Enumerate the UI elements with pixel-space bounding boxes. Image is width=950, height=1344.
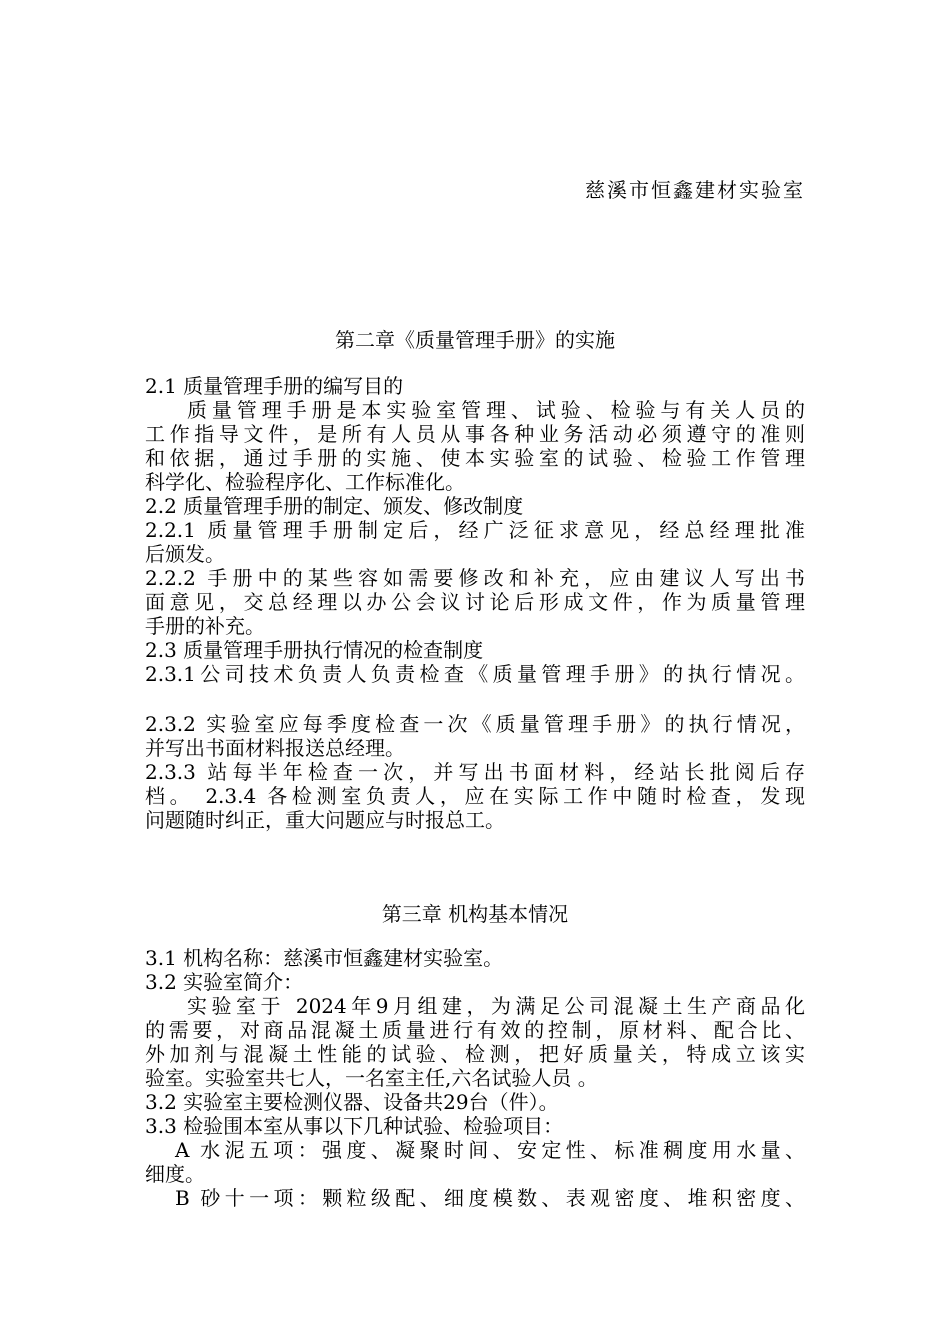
paragraph-line: 2.3.3 站每半年检查一次，并写出书面材料，经站长批阅后存 xyxy=(145,760,805,784)
paragraph-line: 2.3.2 实验室应每季度检查一次《质量管理手册》的执行情况， xyxy=(145,712,805,736)
paragraph-line: 2.2.1 质量管理手册制定后，经广泛征求意见，经总经理批准 xyxy=(145,518,805,542)
paragraph-line: 和依据，通过手册的实施、使本实验室的试验、检验工作管理 xyxy=(145,446,805,470)
section-2-2-heading: 2.2 质量管理手册的制定、颁发、修改制度 xyxy=(145,494,524,518)
section-2-3-heading: 2.3 质量管理手册执行情况的检查制度 xyxy=(145,638,484,662)
paragraph-line: 面意见，交总经理以办公会议讨论后形成文件，作为质量管理 xyxy=(145,590,805,614)
section-3-1-line: 3.1 机构名称：慈溪市恒鑫建材实验室。 xyxy=(145,946,504,970)
paragraph-line: 细度。 xyxy=(145,1162,205,1186)
paragraph-line: 档。 2.3.4 各检测室负责人，应在实际工作中随时检查，发现 xyxy=(145,784,805,808)
paragraph-line: 工作指导文件，是所有人员从事各种业务活动必须遵守的准则 xyxy=(145,422,805,446)
paragraph-line: 实验室于 2024年9月组建，为满足公司混凝土生产商品化 xyxy=(187,994,805,1018)
test-item-sand: B 砂十一项：颗粒级配、细度模数、表观密度、堆积密度、 xyxy=(175,1186,805,1210)
equipment-line: 3.2 实验室主要检测仪器、设备共29台（件）。 xyxy=(145,1090,559,1114)
paragraph-line: 质量管理手册是本实验室管理、试验、检验与有关人员的 xyxy=(187,398,805,422)
paragraph-line: 2.2.2 手册中的某些容如需要修改和补充，应由建议人写出书 xyxy=(145,566,805,590)
paragraph-line: 问题随时纠正，重大问题应与时报总工。 xyxy=(145,808,505,832)
paragraph-line: 手册的补充。 xyxy=(145,614,265,638)
paragraph-line: 后颁发。 xyxy=(145,542,225,566)
paragraph-line: 外加剂与混凝土性能的试验、检测，把好质量关，特成立该实 xyxy=(145,1042,805,1066)
blank-line xyxy=(145,686,805,712)
paragraph-line: 验室。实验室共七人，一名室主任,六名试验人员 。 xyxy=(145,1066,598,1090)
chapter-3-body xyxy=(145,946,805,1210)
section-3-2-heading: 3.2 实验室简介： xyxy=(145,970,304,994)
paragraph-line: 科学化、检验程序化、工作标准化。 xyxy=(145,470,465,494)
test-item-cement: A 水泥五项：强度、凝聚时间、安定性、标准稠度用水量、 xyxy=(175,1138,805,1162)
chapter-3-title: 第三章 机构基本情况 xyxy=(381,902,569,926)
paragraph-line: 并写出书面材料报送总经理。 xyxy=(145,736,405,760)
paragraph-line: 2.3.1公司技术负责人负责检查《质量管理手册》的执行情况。 xyxy=(145,662,805,686)
chapter-2-title: 第二章《质量管理手册》的实施 xyxy=(335,328,615,352)
paragraph-line: 的需要，对商品混凝土质量进行有效的控制，原材料、配合比、 xyxy=(145,1018,805,1042)
section-3-3-heading: 3.3 检验围本室从事以下几种试验、检验项目： xyxy=(145,1114,564,1138)
lab-name-header: 慈溪市恒鑫建材实验室 xyxy=(585,178,805,202)
chapter-2-body xyxy=(145,374,805,832)
section-2-1-heading: 2.1 质量管理手册的编写目的 xyxy=(145,374,404,398)
